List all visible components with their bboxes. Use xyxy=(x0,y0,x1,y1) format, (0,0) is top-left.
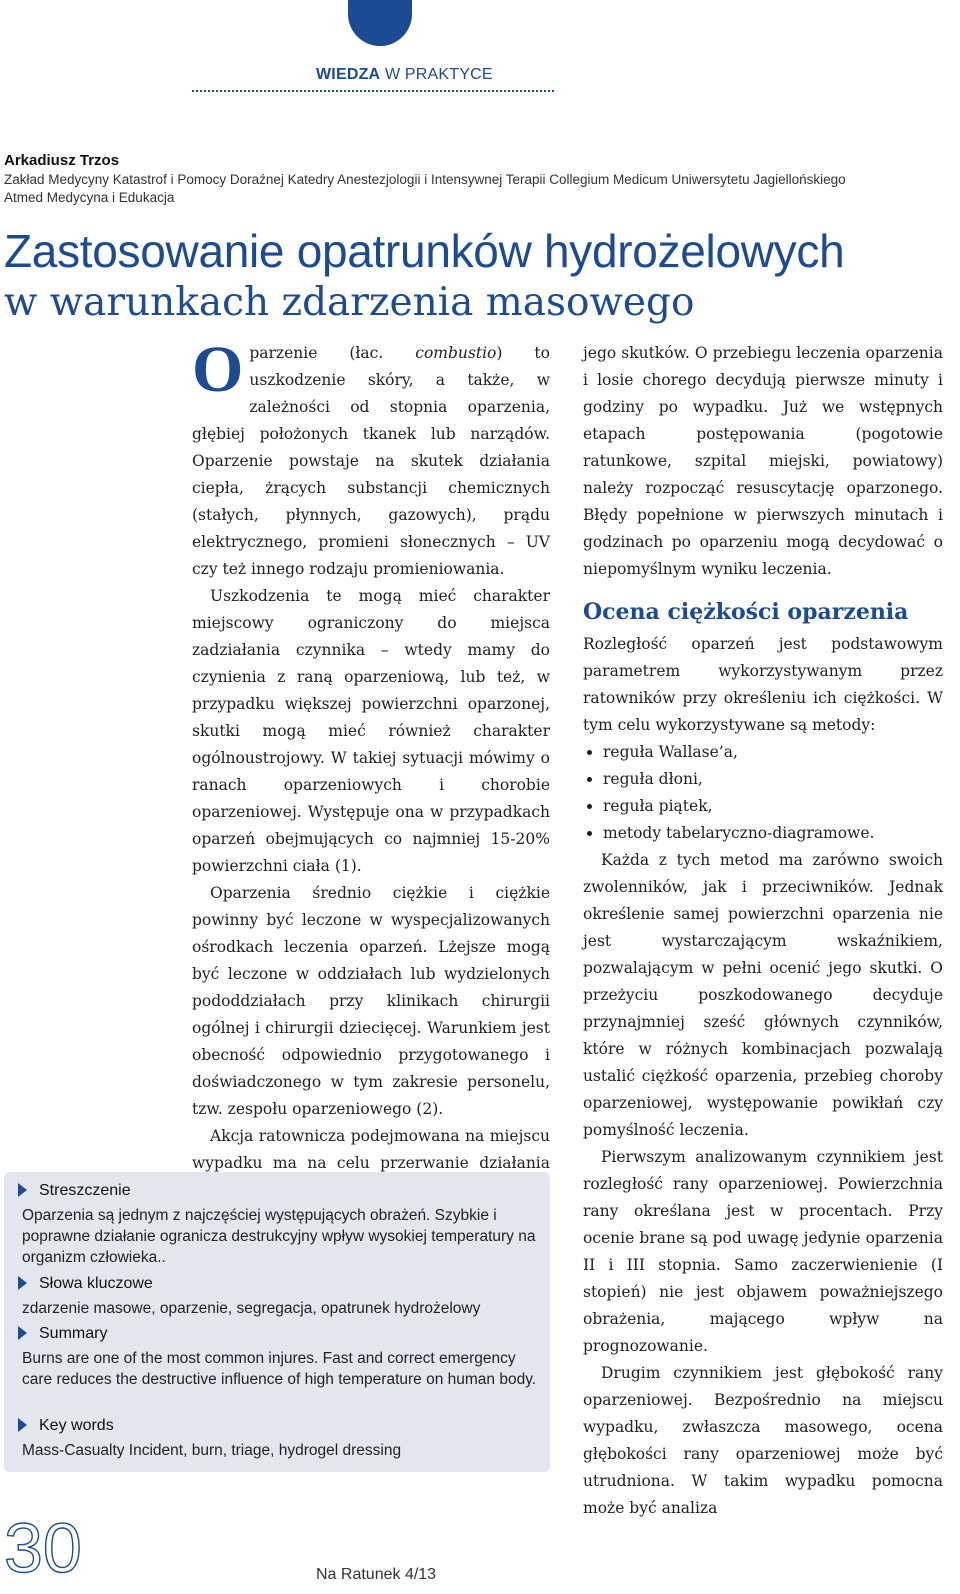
list-item: • reguła piątek, xyxy=(603,793,943,820)
paragraph-1 xyxy=(192,333,550,583)
paragraph-7: Każda z tych metod ma zarówno swoich zwolenników, jak i przeciwników. Jednak określenie samej powierzchni oparzenia nie jest wystarczającym wskaźnikiem, pozwalającym w pełni ocenić jego skutki. O przeżyciu poszkodowanego decyduje przynajmniej sześć głównych czynników, które w różnych kombinacjach pozwalają ustalić ciężkość oparzenia, przebieg choroby oparzeniowej, występowanie powikłań czy pomyślność leczenia. xyxy=(583,851,943,1139)
header-tab-decoration xyxy=(348,0,412,46)
section-label-rest: W PRAKTYCE xyxy=(380,66,493,83)
list-item: • reguła Wallase’a, xyxy=(603,739,943,766)
paragraph-1-text-b: ) to uszkodzenie skóry, a także, w zależności od stopnia oparzenia, głębiej położonych tkanek lub narządów. Oparzenie powstaje na skutek działania ciepła, żrących substancji chemicznych (stałych, płynnych, gazowych), prądu elektrycznego, promieni słonecznych – UV czy też innego rodzaju promieniowania. xyxy=(192,344,550,578)
summary-text: Burns are one of the most common injures. Fast and correct emergency care reduces the destructive influence of high temperature on human body. xyxy=(22,1350,537,1388)
abstract-box xyxy=(4,1172,550,1472)
list-item: • metody tabelaryczno-diagramowe. xyxy=(603,820,943,847)
key-words-heading: Key words xyxy=(18,1417,114,1435)
paragraph-8: Pierwszym analizowanym czynnikiem jest rozległość rany oparzeniowej. Powierzchnia rany określana jest w procentach. Przy ocenie brane są pod uwagę jedynie oparzenia II i III stopnia. Samo zaczerwienienie (I stopień) nie jest objawem poważniejszego obrażenia, mającego wpływ na prognozowanie. xyxy=(583,1148,943,1355)
paragraph-6: Rozległość oparzeń jest podstawowym parametrem wykorzystywanym przez ratowników przy określeniu ich ciężkości. W tym celu wykorzystywane są metody: xyxy=(583,635,943,734)
paragraph-5: jego skutków. O przebiegu leczenia oparzenia i losie chorego decydują pierwsze minuty i godziny po wypadku. Już we wstępnych etapach postępowania (pogotowie ratunkowe, szpital miejski, powiatowy) należy rozpocząć resuscytację oparzonego. Błędy popełnione w pierwszych minutach i godzinach po oparzeniu mogą decydować o niepomyślnym wyniku leczenia. xyxy=(583,344,943,578)
section-heading: Ocena ciężkości oparzenia xyxy=(583,599,909,625)
slowa-kluczowe-heading: Słowa kluczowe xyxy=(18,1275,153,1293)
section-label xyxy=(316,66,493,84)
article-title-line1: Zastosowanie opatrunków hydrożelowych xyxy=(4,225,845,277)
journal-footer: Na Ratunek 4/13 xyxy=(316,1566,437,1583)
paragraph-4: Akcja ratownicza podejmowana na miejscu wypadku ma na celu przerwanie działania xyxy=(192,1127,550,1172)
author-affiliation-2: Atmed Medycyna i Edukacja xyxy=(4,190,175,205)
page-number: 30 xyxy=(4,1509,82,1587)
streszczenie-heading: Streszczenie xyxy=(18,1182,131,1200)
article-title-line2: w warunkach zdarzenia masowego xyxy=(4,280,695,325)
paragraph-2: Uszkodzenia te mogą mieć charakter miejscowy ograniczony do miejsca zadziałania czynnika – wtedy mamy do czynienia z raną oparzeniową, lub też, w przypadku większej powierzchni oparzonej, skutki mogą mieć również charakter ogólnoustrojowy. W takiej sytuacji mówimy o ranach oparzeniowych i chorobie oparzeniowej. Występuje ona w przypadkach oparzeń obejmujących co najmniej 15-20% powierzchni ciała (1). xyxy=(192,587,550,875)
drop-cap: O xyxy=(192,333,244,406)
slowa-kluczowe-text: zdarzenie masowe, oparzenie, segregacja, opatrunek hydrożelowy xyxy=(22,1300,481,1317)
paragraph-1-text-a: parzenie (łac. xyxy=(249,344,416,362)
methods-list xyxy=(583,739,943,847)
paragraph-1-italic: combustio xyxy=(415,344,497,362)
section-label-bold: WIEDZA xyxy=(316,66,381,83)
paragraph-3: Oparzenia średnio ciężkie i ciężkie powinny być leczone w wyspecjalizowanych ośrodkach leczenia oparzeń. Lżejsze mogą być leczone w oddziałach lub wydzielonych pododdziałach przy klinikach chirurgii ogólnej i chirurgii dziecięcej. Warunkiem jest obecność odpowiednio przygotowanego i doświadczonego w tym zakresie personelu, tzw. zespołu oparzeniowego (2). xyxy=(192,884,550,1118)
author-affiliation-1: Zakład Medycyny Katastrof i Pomocy Doraźnej Katedry Anestezjologii i Intensywnej Terapii Collegium Medicum Uniwersytetu Jagiellońskiego xyxy=(4,172,846,187)
list-item: • reguła dłoni, xyxy=(603,766,943,793)
text-column-1 xyxy=(192,333,550,1204)
section-divider xyxy=(192,90,554,92)
key-words-text: Mass-Casualty Incident, burn, triage, hydrogel dressing xyxy=(22,1442,402,1459)
paragraph-9: Drugim czynnikiem jest głębokość rany oparzeniowej. Bezpośrednio na miejscu wypadku, zwłaszcza masowego, ocena głębokości rany oparzeniowej może być utrudniona. W takim wypadku pomocna może być analiza xyxy=(583,1364,943,1517)
streszczenie-text: Oparzenia są jednym z najczęściej występujących obrażeń. Szybkie i poprawne działanie ogranicza destrukcyjny wpływ wysokiej temperatury na organizm człowieka.. xyxy=(22,1207,536,1266)
text-column-2 xyxy=(583,340,943,1522)
author-name: Arkadiusz Trzos xyxy=(4,152,120,169)
summary-heading: Summary xyxy=(18,1325,107,1343)
